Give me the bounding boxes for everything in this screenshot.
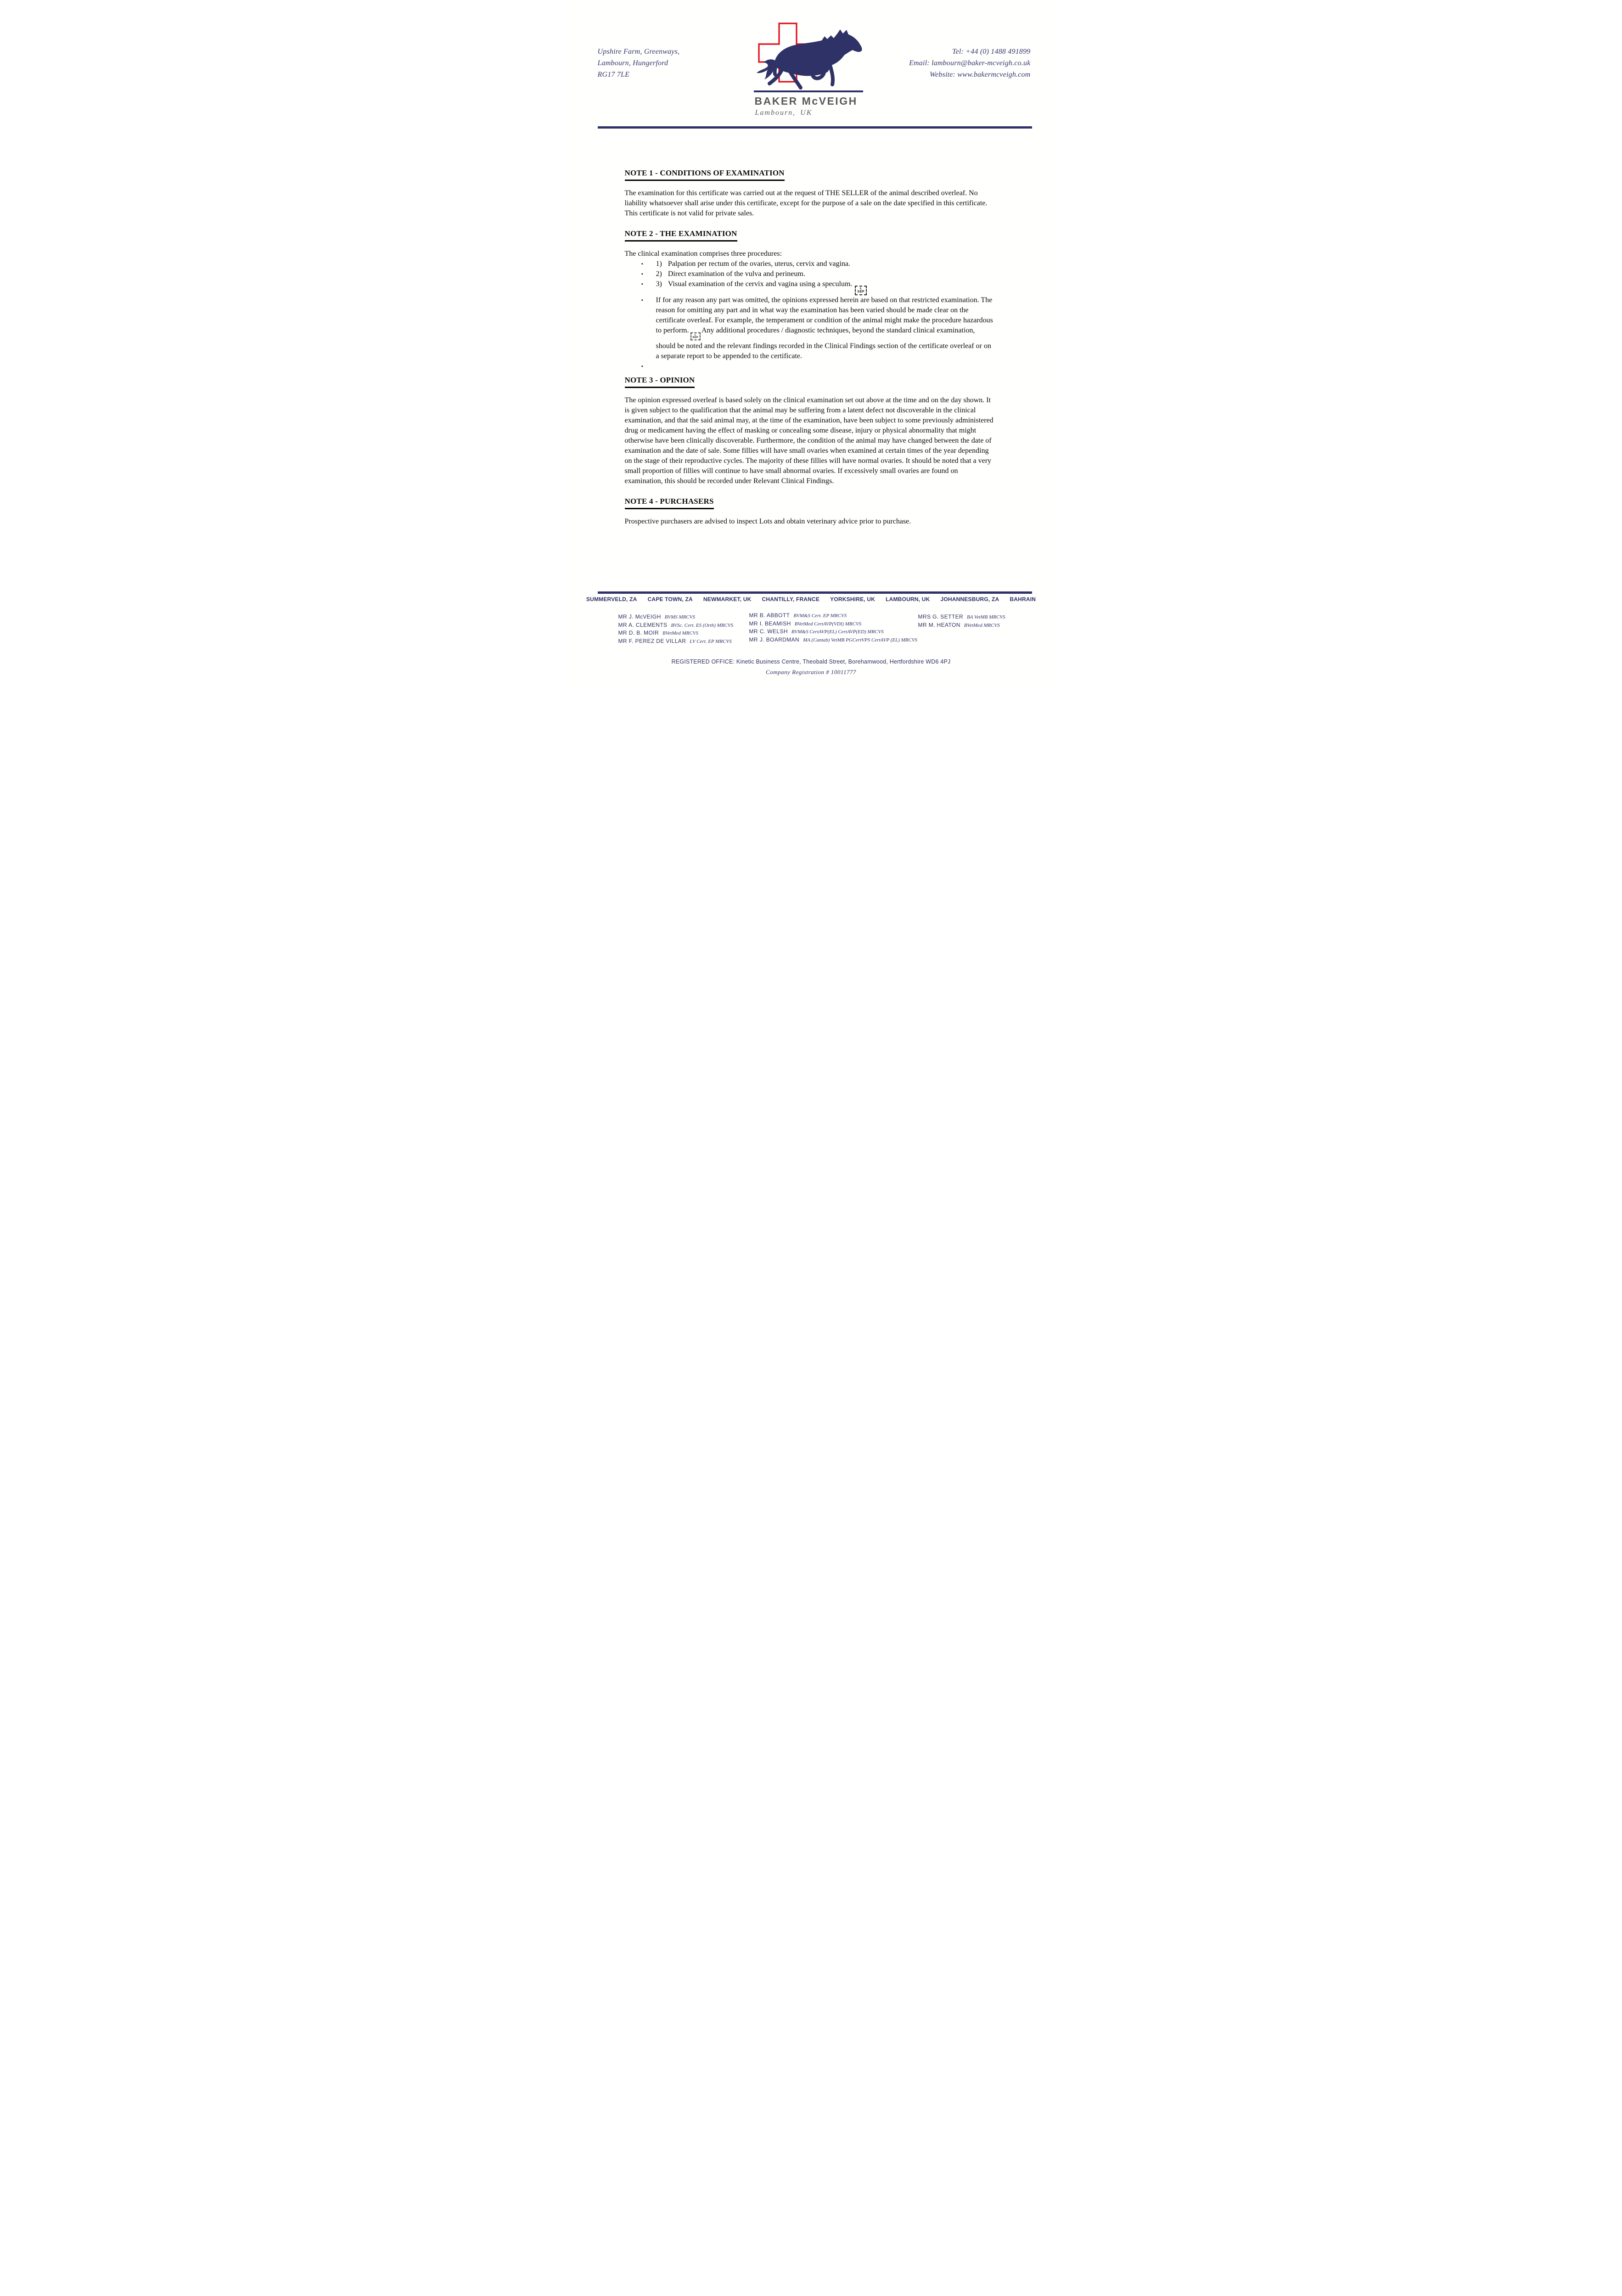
website-line: Website: www.bakermcveigh.com (929, 71, 1031, 79)
letterhead-document (568, 0, 1055, 689)
location-item: NEWMARKET, UK (703, 596, 752, 602)
list-item (625, 279, 995, 295)
note4-heading: NOTE 4 - PURCHASERS (625, 496, 995, 509)
list-number: 3) (656, 280, 662, 288)
staff-member: MR A. CLEMENTS BVSc. Cert. ES (Orth) MRCVS (618, 621, 734, 628)
note2-intro: The clinical examination comprises three procedures: (624, 250, 782, 258)
bullet-icon: • (641, 297, 644, 304)
list-item-text: Direct examination of the vulva and perineum. (668, 270, 805, 278)
registered-office: REGISTERED OFFICE: Kinetic Business Centre, Theobald Street, Borehamwood, Hertfordshire WD6 4PJ (671, 658, 951, 665)
bullet-icon: • (641, 260, 644, 267)
list-number: 2) (656, 270, 662, 278)
staff-member: MR C. WELSH BVM&S CertAVP(EL) CertAVP(ED) MRCVS (749, 628, 884, 635)
notes-body (625, 168, 995, 537)
note1-heading: NOTE 1 - CONDITIONS OF EXAMINATION (625, 168, 995, 181)
note2-heading: NOTE 2 - THE EXAMINATION (625, 229, 995, 242)
staff-member: MRS G. SETTER BA VetMB MRCVS (918, 613, 1005, 620)
location-item: CAPE TOWN, ZA (647, 596, 693, 602)
list-item-empty (625, 361, 995, 371)
practice-address (598, 46, 680, 80)
list-item-text: Visual examination of the cervix and vagina using a speculum. (668, 280, 853, 288)
location-item: LAMBOURN, UK (886, 596, 930, 602)
brand-location: Lambourn, UK (755, 109, 813, 117)
staff-column-3 (918, 613, 1005, 629)
location-item: BAHRAIN (1010, 596, 1036, 602)
header-divider-rule (598, 126, 1032, 129)
staff-member: MR B. ABBOTT BVM&S Cert. EP MRCVS (749, 612, 847, 619)
company-registration: Company Registration # 10011777 (766, 669, 856, 675)
staff-member: MR I. BEAMISH BVetMed CertAVP(VDI) MRCVS (749, 620, 862, 627)
staff-member: MR M. HEATON BVetMed MRCVS (918, 621, 1000, 628)
list-item-text: Any additional procedures / diagnostic techniques, beyond the standard clinical examination, should be noted and the relevant findings recorded in the Clinical Findings section of the certificate overleaf or on a separate report to be appended to the certificate. (656, 326, 991, 360)
note1-paragraph: The examination for this certificate was carried out at the request of THE SELLER of the animal described overleaf. No liability whatsoever shall arise under this certificate, except for the purpose of a sale on the date specified in this certificate. This certificate is not valid for private sales. (624, 189, 988, 217)
note4-paragraph: Prospective purchasers are advised to inspect Lots and obtain veterinary advice prior to purchase. (624, 518, 911, 525)
staff-column-2 (749, 611, 918, 643)
staff-member: MR J. McVEIGH BVMS MRCVS (618, 613, 695, 620)
footer-divider-rule (598, 591, 1032, 594)
email-line: Email: lambourn@baker-mcveigh.co.uk (909, 59, 1031, 67)
location-item: YORKSHIRE, UK (830, 596, 876, 602)
brand-name: BAKER McVEIGH (754, 95, 858, 107)
list-item-text: Palpation per rectum of the ovaries, uterus, cervix and vagina. (668, 260, 851, 268)
note3-heading: NOTE 3 - OPINION (625, 375, 995, 388)
note3-paragraph: The opinion expressed overleaf is based solely on the clinical examination set out above at the time and on the day shown. It is given subject to the qualification that the animal may be suffering from a latent defect not discoverable in the clinical examination, and that the said animal may, at the time of the examination, have been subject to some previously administered drug or medicament having the effect of masking or concealing some disease, injury or physical abnormality that might otherwise have been clinically discoverable. Furthermore, the condition of the animal may have changed between the date of examination and the date of sale. Some fillies will have small ovaries when examined at certain times of the year depending on the stage of their reproductive cycles. The majority of these fillies will have normal ovaries. It should be noted that a very small proportion of fillies will continue to have small abnormal ovaries. If excessively small ovaries are found on examination, this should be recorded under Relevant Clinical Findings. (624, 396, 993, 485)
practice-contact (909, 46, 1030, 80)
missing-glyph-lsep-icon: L SEP (691, 332, 701, 340)
missing-glyph-lsep-icon: L SEP (855, 286, 867, 295)
location-item: JOHANNESBURG, ZA (940, 596, 999, 602)
telephone-line: Tel: +44 (0) 1488 491899 (952, 48, 1031, 56)
staff-column-1 (618, 613, 734, 645)
office-locations (586, 596, 1036, 602)
location-item: SUMMERVELD, ZA (586, 596, 637, 602)
baker-mcveigh-logo (749, 18, 873, 92)
list-number: 1) (656, 260, 662, 268)
staff-member: MR D. B. MOIR BVetMed MRCVS (618, 630, 698, 636)
staff-member: MR F. PEREZ DE VILLAR LV Cert. EP MRCVS (618, 637, 732, 644)
address-line: RG17 7LE (597, 71, 630, 79)
bullet-icon: • (641, 281, 644, 287)
bullet-icon: • (641, 270, 644, 277)
address-line: Upshire Farm, Greenways, (597, 48, 680, 56)
list-item-text: If for any reason any part was omitted, the opinions expressed herein are based on that restricted examination. The reason for omitting any part and in what way the examination has been varied should be made clear on the certificate overleaf. For example, the temperament or condition of the animal might make the procedure hazardous to perform. (656, 296, 993, 334)
list-item (625, 259, 995, 269)
bullet-icon: • (641, 363, 644, 370)
staff-member: MR J. BOARDMAN MA (Cantab) VetMB PGCertVPS CertAVP (EL) MRCVS (749, 636, 918, 643)
list-item (625, 295, 995, 361)
logo-divider-rule (754, 90, 863, 92)
location-item: CHANTILLY, FRANCE (762, 596, 820, 602)
address-line: Lambourn, Hungerford (597, 59, 668, 67)
list-item (625, 269, 995, 279)
